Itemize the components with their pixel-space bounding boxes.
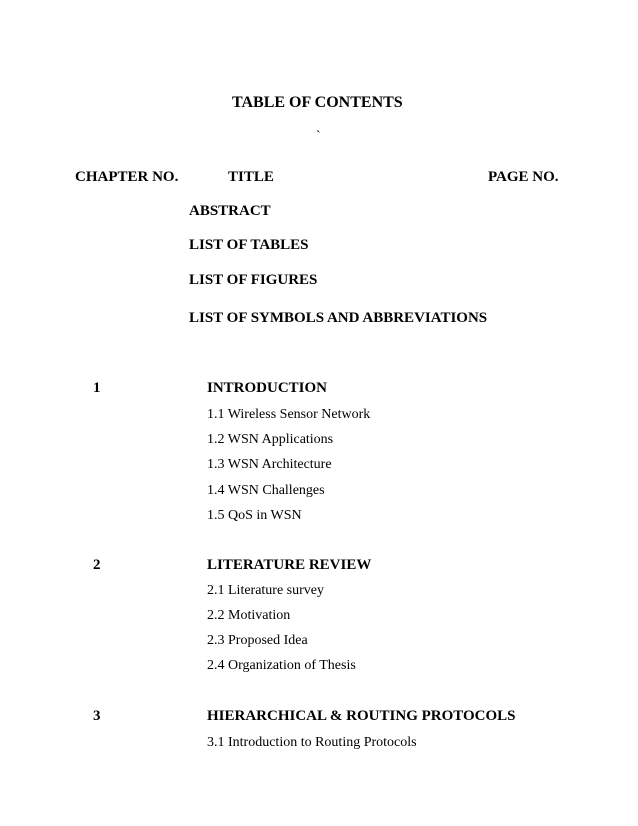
section-entry: 1.1 Wireless Sensor Network [207, 407, 371, 422]
column-header-page-no: PAGE NO. [488, 169, 559, 185]
stray-mark: ` [316, 129, 321, 144]
front-matter-item: LIST OF SYMBOLS AND ABBREVIATIONS [189, 310, 488, 326]
front-matter-item: LIST OF TABLES [189, 237, 309, 253]
chapter-title: HIERARCHICAL & ROUTING PROTOCOLS [207, 708, 516, 724]
section-entry: 1.5 QoS in WSN [207, 508, 302, 523]
front-matter-item: LIST OF FIGURES [189, 272, 318, 288]
column-header-title: TITLE [228, 169, 274, 185]
chapter-title: INTRODUCTION [207, 380, 328, 396]
chapter-number: 1 [93, 380, 101, 396]
chapter-number: 3 [93, 708, 101, 724]
section-entry: 1.2 WSN Applications [207, 432, 334, 447]
section-entry: 1.3 WSN Architecture [207, 457, 332, 472]
page-title: TABLE OF CONTENTS [232, 94, 403, 111]
chapter-number: 2 [93, 557, 101, 573]
section-entry: 2.2 Motivation [207, 608, 291, 623]
section-entry: 2.1 Literature survey [207, 583, 325, 598]
section-entry: 1.4 WSN Challenges [207, 483, 325, 498]
section-entry: 3.1 Introduction to Routing Protocols [207, 735, 417, 750]
front-matter-item: ABSTRACT [189, 203, 271, 219]
section-entry: 2.4 Organization of Thesis [207, 658, 356, 673]
section-entry: 2.3 Proposed Idea [207, 633, 308, 648]
chapter-title: LITERATURE REVIEW [207, 557, 372, 573]
column-header-chapter-no: CHAPTER NO. [75, 169, 179, 185]
